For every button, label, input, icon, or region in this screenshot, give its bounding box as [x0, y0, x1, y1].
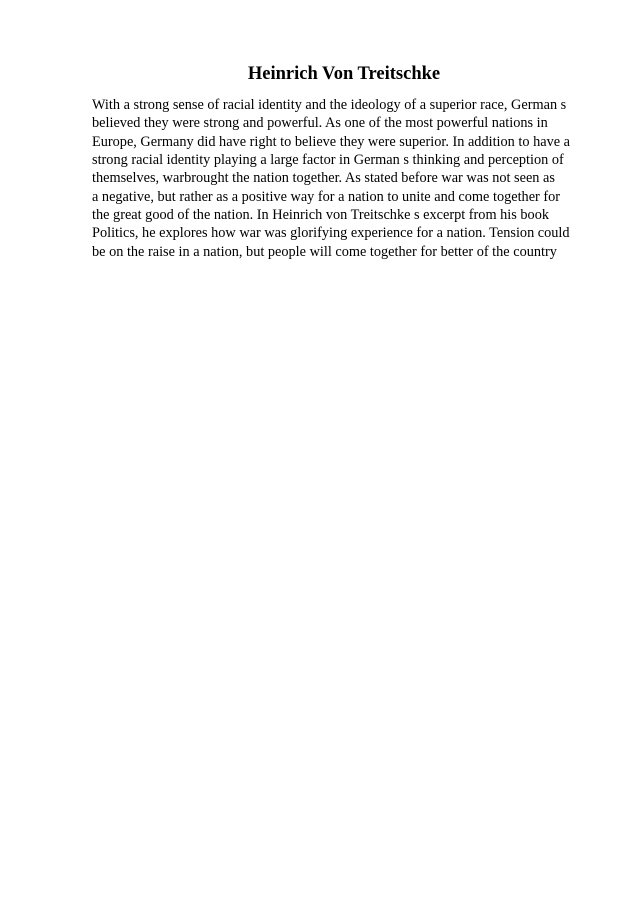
body-line: With a strong sense of racial identity and the ideology of a superior race, German s [92, 97, 567, 113]
body-line: believed they were strong and powerful. As one of the most powerful nations in [92, 115, 548, 132]
document-body [92, 96, 592, 261]
body-line: Politics, he explores how war was glorifying experience for a nation. Tension could [92, 225, 570, 242]
body-line: strong racial identity playing a large factor in German s thinking and perception of [92, 152, 564, 169]
body-line: be on the raise in a nation, but people will come together for better of the country [92, 243, 557, 260]
document-title: Heinrich Von Treitschke [247, 64, 441, 84]
body-line: themselves, warbrought the nation together. As stated before war was not seen as [92, 170, 555, 187]
body-line: the great good of the nation. In Heinrich von Treitschke s excerpt from his book [92, 207, 550, 224]
body-line: a negative, but rather as a positive way for a nation to unite and come together for [92, 188, 561, 205]
body-line: Europe, Germany did have right to believe they were superior. In addition to have a [92, 133, 570, 150]
